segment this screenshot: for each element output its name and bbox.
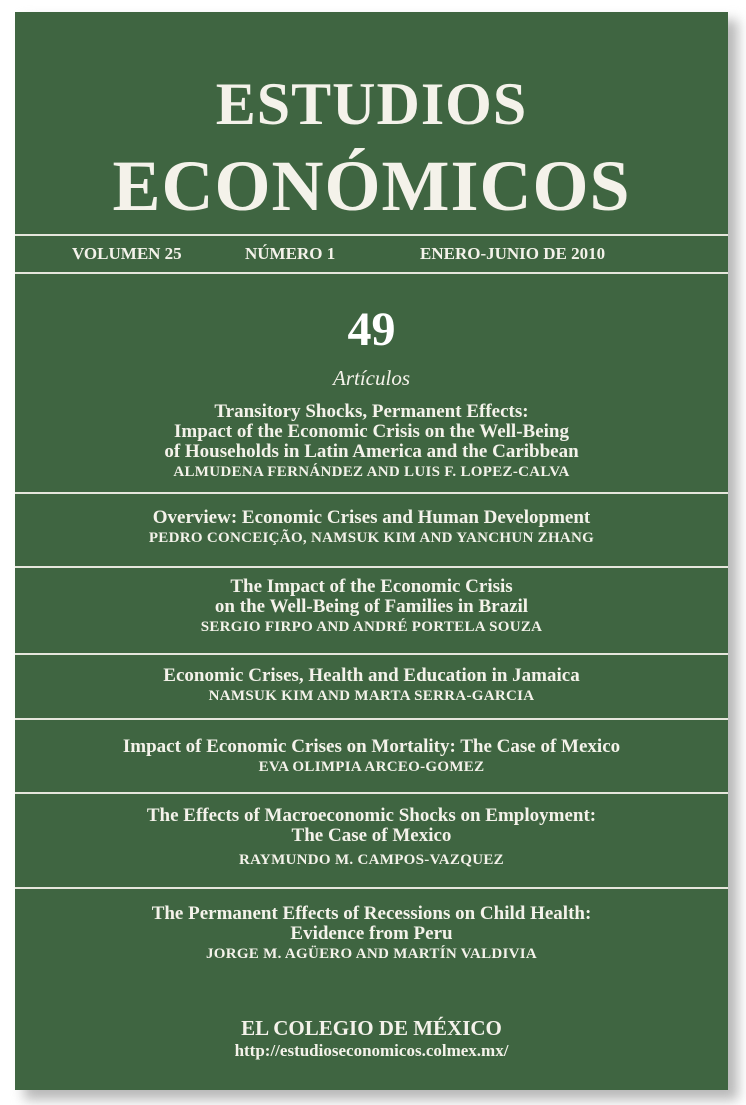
- article-title-line: The Effects of Macroeconomic Shocks on Employment:: [146, 805, 597, 826]
- section-label: Artículos: [333, 366, 410, 390]
- article-title-line: The Impact of the Economic Crisis: [230, 576, 513, 597]
- article-authors: NAMSUK KIM AND MARTA SERRA-GARCIA: [208, 688, 535, 704]
- divider: [15, 566, 728, 568]
- divider: [15, 272, 728, 274]
- article-title-line: Impact of Economic Crises on Mortality: The Case of Mexico: [122, 736, 621, 757]
- article-title-line: on the Well-Being of Families in Brazil: [214, 596, 529, 617]
- volume-label: VOLUMEN 25: [72, 244, 182, 263]
- article-authors: RAYMUNDO M. CAMPOS-VAZQUEZ: [239, 852, 504, 868]
- article-7: [15, 904, 728, 964]
- number-label: NÚMERO 1: [245, 244, 336, 263]
- article-title-line: Economic Crises, Health and Education in Jamaica: [163, 665, 580, 686]
- divider: [15, 887, 728, 889]
- divider: [15, 234, 728, 236]
- article-title-line: Evidence from Peru: [290, 923, 453, 944]
- divider: [15, 792, 728, 794]
- article-1: [15, 402, 728, 482]
- article-title-line: of Households in Latin America and the Caribbean: [164, 441, 579, 462]
- issue-info: [15, 244, 728, 270]
- article-4: [15, 666, 728, 706]
- article-title-line: The Case of Mexico: [291, 825, 452, 846]
- journal-title-line1: ESTUDIOS: [215, 71, 528, 137]
- article-title-line: The Permanent Effects of Recessions on Child Health:: [151, 903, 592, 924]
- period-label: ENERO-JUNIO DE 2010: [420, 244, 606, 263]
- article-6: [15, 806, 728, 870]
- article-authors: EVA OLIMPIA ARCEO-GOMEZ: [258, 759, 485, 775]
- issue-number: 49: [347, 303, 396, 356]
- journal-url: http://estudioseconomicos.colmex.mx/: [234, 1041, 509, 1060]
- article-authors: ALMUDENA FERNÁNDEZ AND LUIS F. LOPEZ-CALVA: [173, 464, 570, 480]
- divider: [15, 653, 728, 655]
- journal-title-line2: ECONÓMICOS: [112, 146, 631, 226]
- article-5: [15, 737, 728, 777]
- article-2: [15, 508, 728, 548]
- publisher-name: EL COLEGIO DE MÉXICO: [241, 1016, 502, 1040]
- journal-cover: [15, 12, 728, 1090]
- article-title-line: Impact of the Economic Crisis on the Well-Being: [174, 421, 569, 442]
- article-authors: SERGIO FIRPO AND ANDRÉ PORTELA SOUZA: [200, 619, 543, 635]
- cover-footer: [15, 1016, 728, 1062]
- article-3: [15, 577, 728, 637]
- article-title-line: Overview: Economic Crises and Human Development: [152, 507, 591, 528]
- article-authors: PEDRO CONCEIÇÃO, NAMSUK KIM AND YANCHUN ZHANG: [148, 530, 595, 546]
- article-authors: JORGE M. AGÜERO AND MARTÍN VALDIVIA: [205, 946, 538, 962]
- divider: [15, 492, 728, 494]
- divider: [15, 718, 728, 720]
- article-title-line: Transitory Shocks, Permanent Effects:: [214, 401, 529, 422]
